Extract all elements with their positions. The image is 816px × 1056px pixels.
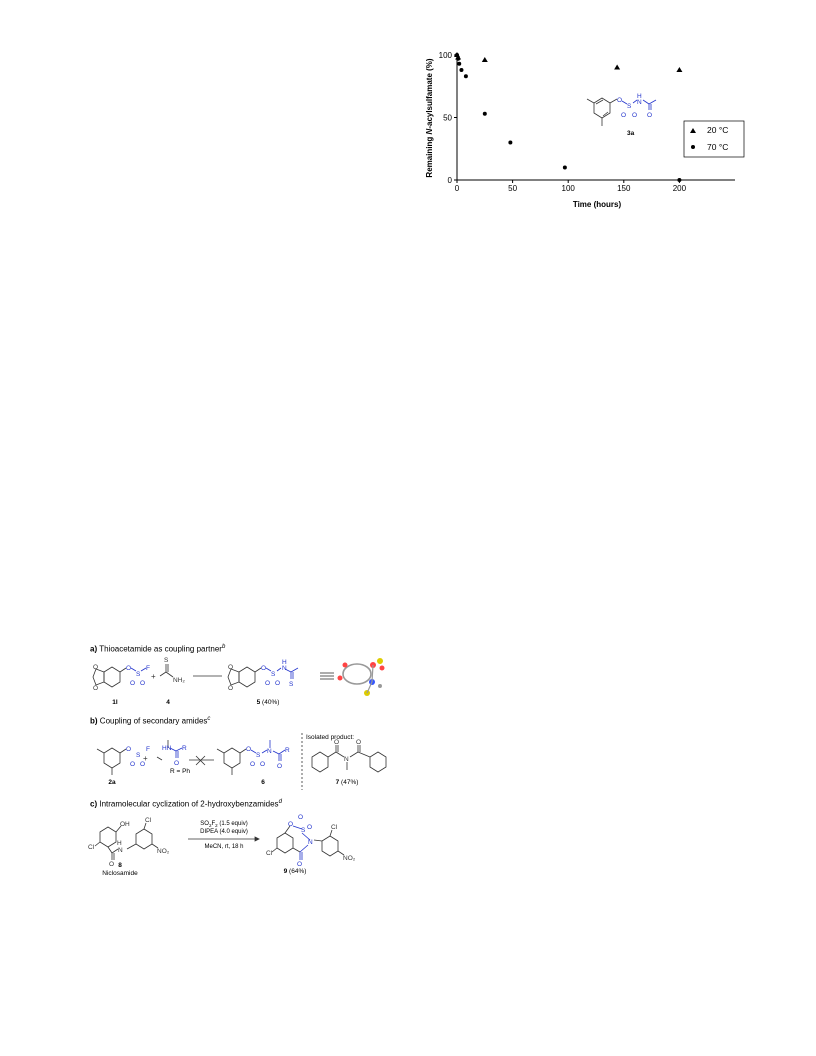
atom-s: S [164,657,169,664]
atom-h: H [282,659,287,666]
x-tick-label: 0 [454,184,460,193]
legend-label-70c: 70 °C [707,142,729,152]
atom-s: S [256,752,261,759]
data-point-70c [455,53,459,57]
atom-o: O [246,746,252,753]
atom-s: S [301,827,306,834]
chart-legend [684,121,744,157]
section-a-scheme [90,655,390,707]
section-a-title: a) Thioacetamide as coupling partner$^b$ [90,644,226,654]
atom-o: O [93,664,99,671]
compound-label-7: 7 (47%) [335,779,359,786]
atom-cl: Cl [266,850,273,857]
atom-o: O [93,685,99,692]
atom-n: N [267,748,272,755]
x-tick-label: 150 [617,184,631,193]
atom-h: H [637,93,642,100]
atom-o: O [621,112,627,119]
data-point-20c [676,67,682,72]
reaction-conditions: MeCN, rt, 18 h [204,844,244,850]
atom-o: O [228,685,234,692]
x-tick-label: 200 [672,184,687,193]
atom-n: N [344,756,349,763]
atom-n: N [282,665,287,672]
data-point-20c [482,57,488,62]
atom-nh2: NH₂ [173,677,185,684]
data-point-70c [459,68,463,72]
compound-label-8: 8 [118,862,122,869]
plus-sign: + [151,672,156,681]
y-tick-label: 100 [438,51,452,60]
compound-label-5: 5 (40%) [256,699,280,706]
data-point-70c [508,141,512,145]
atom-s: S [136,752,141,759]
atom-nh: N [118,847,123,854]
atom-cl: Cl [145,817,152,824]
data-point-70c [563,166,567,170]
atom-hn: HN [162,745,172,752]
atom-o: O [265,680,271,687]
atom-o: O [298,814,304,821]
atom-o: O [140,761,146,768]
reagent-so2f2: $SO_2F_2$ (1.5 equiv) [200,821,248,829]
atom-o: O [228,664,234,671]
atom-cl: Cl [331,824,338,831]
atom-no2: NO₂ [343,855,356,862]
r-group-definition: R = Ph [169,768,191,775]
y-tick-label: 0 [447,176,452,185]
atom-o: O [260,761,266,768]
atom-r: R [285,747,290,754]
atom-o: O [277,763,283,770]
compound-label-3a: 3a [627,130,635,137]
atom-o: O [261,665,267,672]
atom-o: O [334,739,340,746]
atom-o: O [307,824,313,831]
atom-o: O [297,861,303,868]
reagent-dipea: DIPEA (4.0 equiv) [200,829,248,835]
atom-cl: Cl [88,844,95,851]
atom-f: F [146,746,150,753]
atom-o: O [275,680,281,687]
y-axis-label: Remaining N-acylsulfamate (%) [425,58,434,178]
data-point-70c [677,178,681,182]
compound-label-1l: 1l [112,699,118,706]
isolated-product-title: Isolated product: [306,734,355,741]
atom-o: O [250,761,256,768]
y-tick-label: 50 [443,113,452,123]
atom-s: S [271,671,276,678]
atom-o: O [130,680,136,687]
atom-n: N [308,839,313,846]
section-b-title: b) Coupling of secondary amides$^c$ [90,716,211,726]
x-tick-label: 100 [561,184,575,193]
legend-circle-marker [691,145,695,149]
atom-s: S [289,681,294,688]
atom-o: O [647,112,653,119]
atom-o: O [130,761,136,768]
atom-n: N [637,99,642,106]
atom-o: O [288,821,294,828]
atom-no2: NO₂ [157,848,170,855]
atom-o: O [140,680,146,687]
data-point-20c [614,65,620,70]
atom-s: S [136,671,141,678]
atom-o: O [109,861,115,868]
section-c-title: c) Intramolecular cyclization of 2-hydroxybenzamides$^d$ [90,799,282,809]
atom-o: O [126,746,132,753]
data-point-70c [483,112,487,116]
stability-chart [420,44,750,216]
atom-s: S [627,103,632,110]
atom-h: H [117,840,122,847]
compound-label-4: 4 [166,699,170,706]
atom-o: O [356,739,362,746]
compound-name-niclosamide: Niclosamide [102,870,138,877]
atom-f: F [146,665,150,672]
legend-label-20c: 20 °C [707,125,729,135]
data-point-70c [456,57,460,61]
compound-label-2a: 2a [108,779,116,786]
x-axis-label: Time (hours) [572,200,622,209]
data-point-70c [457,62,461,66]
plus-sign: + [143,754,148,763]
crystal-structure-image [338,658,385,696]
atom-o: O [632,112,638,119]
atom-r: R [182,745,187,752]
atom-o: O [617,97,623,104]
atom-oh: OH [120,821,130,828]
atom-o: O [126,665,132,672]
x-tick-label: 50 [508,184,518,193]
compound-label-9: 9 (64%) [283,868,307,875]
data-point-70c [464,74,468,78]
compound-label-6: 6 [261,779,265,786]
atom-o: O [174,760,180,767]
